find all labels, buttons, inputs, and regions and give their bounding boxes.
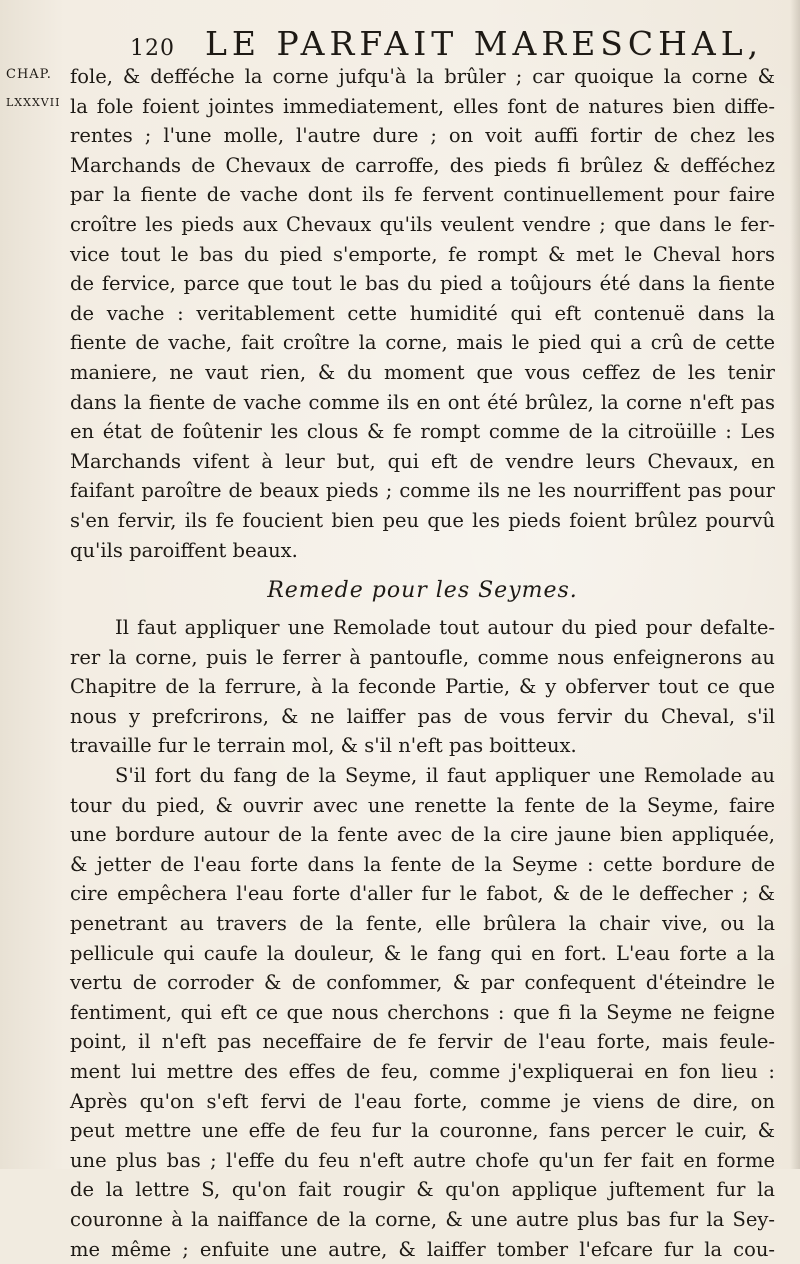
margin-chapter-number: LXXXVII: [6, 96, 61, 109]
text-line: vice tout le bas du pied s'emporte, fe rompt & met le Cheval hors: [70, 242, 775, 266]
text-line: de vache : veritablement cette humidité qui eft contenuë dans la: [70, 301, 775, 325]
text-line: vertu de corroder & de confommer, & par confequent d'éteindre le: [70, 971, 775, 995]
text-line: en état de foûtenir les clous & fe rompt comme de la citroüille : Les: [70, 420, 775, 444]
text-line: penetrant au travers de la fente, elle brûlera la chair vive, ou la: [70, 912, 775, 936]
text-line: une plus bas ; l'effe du feu n'eft autre chofe qu'un fer fait en forme: [70, 1148, 775, 1172]
text-line: croître les pieds aux Chevaux qu'ils veulent vendre ; que dans le fer-: [70, 212, 775, 236]
text-line: rer la corne, puis le ferrer à pantoufle, comme nous enfeignerons au: [70, 645, 775, 669]
page-number: 120: [130, 36, 175, 61]
text-line: rentes ; l'une molle, l'autre dure ; on voit auffi fortir de chez les: [70, 124, 775, 148]
body-text: [70, 62, 775, 1264]
page-header: [130, 24, 764, 64]
text-line: Marchands vifent à leur but, qui eft de vendre leurs Chevaux, en: [70, 449, 775, 473]
text-line: couronne à la naiffance de la corne, & une autre plus bas fur la Sey-: [70, 1207, 775, 1231]
running-title: LE PARFAIT MARESCHAL,: [205, 24, 764, 63]
text-line: s'en fervir, ils fe foucient bien peu que les pieds foient brûlez pourvû: [70, 508, 775, 532]
text-line: pellicule qui caufe la douleur, & le fang qui en fort. L'eau forte a la: [70, 941, 775, 965]
text-line: Marchands de Chevaux de carroffe, des pieds fi brûlez & defféchez: [70, 153, 775, 177]
text-line: & jetter de l'eau forte dans la fente de la Seyme : cette bordure de: [70, 852, 775, 876]
paragraph-1: [70, 62, 775, 565]
section-heading: Remede pour les Seymes.: [267, 578, 578, 604]
page-edge-shadow: [790, 0, 800, 1169]
text-line: Il faut appliquer une Remolade tout autour du pied pour defalte-: [115, 616, 775, 640]
text-line: de la lettre S, qu'on fait rougir & qu'on applique juftement fur la: [70, 1178, 775, 1202]
text-line: Après qu'on s'eft fervi de l'eau forte, comme je viens de dire, on: [70, 1089, 775, 1113]
text-line: nous y prefcrirons, & ne laiffer pas de vous fervir du Cheval, s'il: [70, 704, 775, 728]
text-line: me même ; enfuite une autre, & laiffer tomber l'efcare fur la cou-: [70, 1237, 775, 1261]
text-line: travaille fur le terrain mol, & s'il n'eft pas boitteux.: [70, 734, 577, 758]
text-line: la fole foient jointes immediatement, elles font de natures bien diffe-: [70, 94, 775, 118]
text-line: tour du pied, & ouvrir avec une renette la fente de la Seyme, faire: [70, 793, 775, 817]
text-line: faifant paroître de beaux pieds ; comme ils ne les nourriffent pas pour: [70, 479, 775, 503]
margin-chapter-label: CHAP.: [6, 67, 52, 82]
text-line: point, il n'eft pas neceffaire de fe fervir de l'eau forte, mais feule-: [70, 1030, 775, 1054]
text-line: fentiment, qui eft ce que nous cherchons : que fi la Seyme ne feigne: [70, 1000, 775, 1024]
text-line: qu'ils paroiffent beaux.: [70, 538, 298, 562]
text-line: S'il fort du fang de la Seyme, il faut appliquer une Remolade au: [115, 764, 775, 788]
text-line: une bordure autour de la fente avec de la cire jaune bien appliquée,: [70, 823, 775, 847]
text-line: par la fiente de vache dont ils fe fervent continuellement pour faire: [70, 183, 775, 207]
paragraph-3: [70, 761, 775, 1264]
text-line: maniere, ne vaut rien, & du moment que vous ceffez de les tenir: [70, 360, 775, 384]
text-line: de fervice, parce que tout le bas du pied a toûjours été dans la fiente: [70, 272, 775, 296]
text-line: peut mettre une effe de feu fur la couronne, fans percer le cuir, &: [70, 1119, 775, 1143]
text-line: ment lui mettre des effes de feu, comme j'expliquerai en fon lieu :: [70, 1060, 775, 1083]
text-line: fole, & defféche la corne jufqu'à la brûler ; car quoique la corne &: [70, 65, 775, 88]
text-line: Chapitre de la ferrure, à la feconde Partie, & y obferver tout ce que: [70, 675, 775, 699]
paragraph-2: [70, 613, 775, 761]
text-line: dans la fiente de vache comme ils en ont été brûlez, la corne n'eft pas: [70, 390, 775, 414]
text-line: fiente de vache, fait croître la corne, mais le pied qui a crû de cette: [70, 331, 775, 355]
text-line: cire empêchera l'eau forte d'aller fur le fabot, & de le deffecher ; &: [70, 882, 775, 906]
